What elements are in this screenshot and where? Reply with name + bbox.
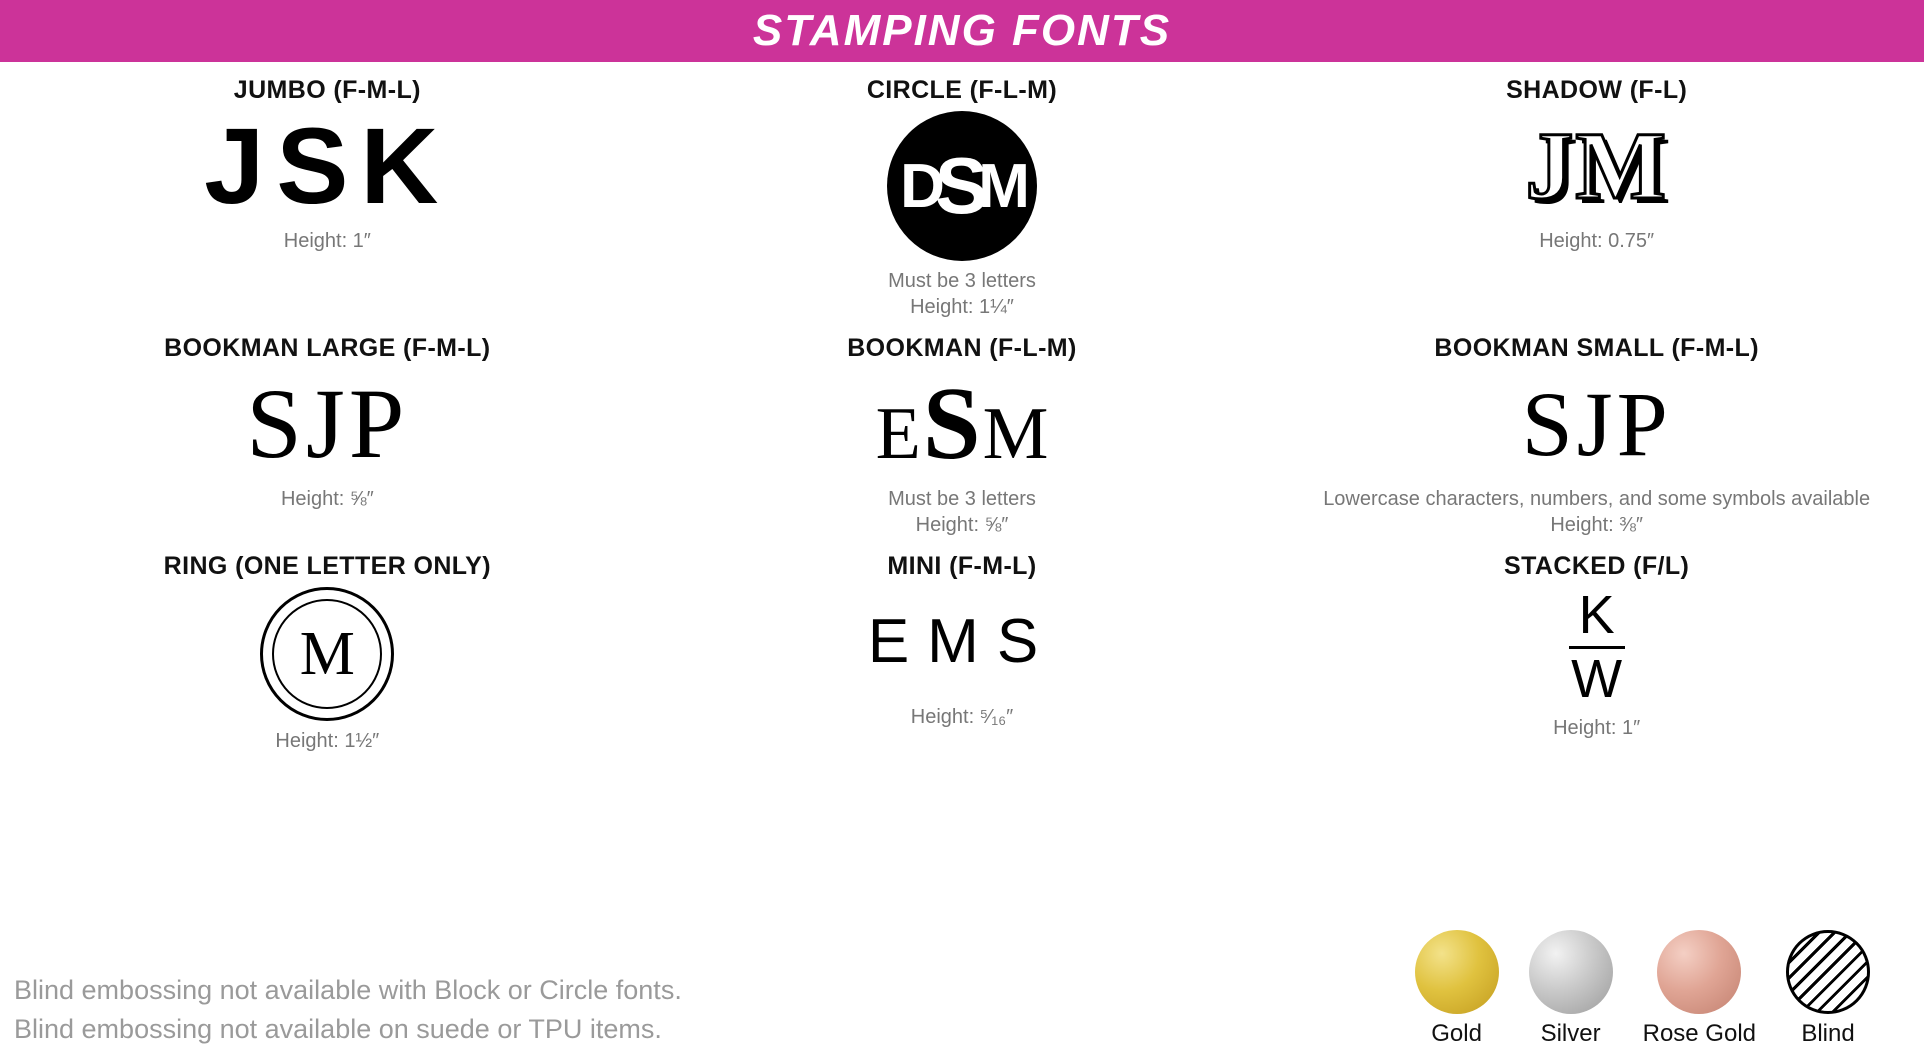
- font-notes: [18, 229, 637, 255]
- note-line: Height: 0.75″: [1539, 230, 1655, 252]
- sample-letter-top: K: [1569, 587, 1625, 649]
- font-card-bookman-large: [10, 320, 645, 538]
- blind-swatch-icon: [1786, 930, 1870, 1014]
- note-line: Must be 3 letters: [888, 270, 1036, 292]
- sample-text: SJP: [246, 368, 409, 480]
- swatch-label: Silver: [1540, 1020, 1601, 1047]
- font-card-stacked: [1279, 538, 1914, 755]
- sample-text: [875, 366, 1049, 482]
- rose-gold-swatch-icon: [1657, 930, 1741, 1014]
- sample-text: JM: [1525, 112, 1668, 219]
- page-title: STAMPING FONTS: [752, 6, 1172, 55]
- font-sample-bookman-small: [1287, 369, 1906, 479]
- swatch-silver: [1529, 930, 1613, 1048]
- sample-letter-right: M: [982, 393, 1049, 476]
- note-line: Lowercase characters, numbers, and some symbols available: [1323, 488, 1871, 511]
- font-title: CIRCLE (F-L-M): [866, 76, 1058, 104]
- font-card-circle: [645, 62, 1280, 320]
- font-sample-shadow: [1287, 111, 1906, 221]
- font-card-bookman: [645, 320, 1280, 538]
- page-footer: [0, 930, 1924, 1060]
- font-notes: [1287, 487, 1906, 538]
- swatch-label: Gold: [1431, 1020, 1482, 1047]
- ring-monogram: [260, 587, 394, 721]
- swatch-rose-gold: [1643, 930, 1756, 1048]
- font-card-jumbo: [10, 62, 645, 320]
- sample-text: JSK: [204, 105, 451, 226]
- font-sample-bookman: [653, 366, 1272, 482]
- note-line: Height: 1″: [283, 230, 371, 252]
- font-title: JUMBO (F-M-L): [233, 76, 421, 104]
- silver-swatch-icon: [1529, 930, 1613, 1014]
- font-title: BOOKMAN LARGE (F-M-L): [164, 334, 491, 363]
- font-sample-ring: [18, 587, 637, 721]
- note-line: Must be 3 letters: [888, 488, 1036, 511]
- swatch-gold: [1415, 930, 1499, 1048]
- disclaimer-line: Blind embossing not available on suede or TPU items.: [14, 1013, 662, 1044]
- circle-monogram: [887, 111, 1037, 261]
- font-sample-bookman-large: [18, 369, 637, 479]
- sample-letter-bottom: W: [1571, 649, 1623, 710]
- note-line: Height: ⅝″: [915, 513, 1009, 536]
- font-title: SHADOW (F-L): [1506, 76, 1688, 104]
- font-card-bookman-small: [1279, 320, 1914, 538]
- font-notes: [18, 487, 637, 513]
- font-title: MINI (F-M-L): [887, 552, 1037, 581]
- sample-letter-right: M: [978, 151, 1024, 221]
- font-notes: [18, 729, 637, 755]
- font-sample-mini: [653, 587, 1272, 697]
- font-sample-jumbo: [18, 105, 637, 226]
- color-swatches: [1415, 930, 1910, 1048]
- font-sample-stacked: [1287, 585, 1906, 710]
- font-card-mini: [645, 538, 1280, 755]
- note-line: Height: 1″: [1553, 716, 1641, 739]
- font-notes: [653, 269, 1272, 320]
- sample-letter-left: D: [900, 151, 939, 221]
- note-line: Height: ⁵⁄₁₆″: [910, 706, 1014, 729]
- font-notes: [653, 487, 1272, 538]
- note-line: Height: ⅜″: [1550, 513, 1643, 536]
- swatch-blind: [1786, 930, 1870, 1048]
- swatch-label: Rose Gold: [1642, 1020, 1756, 1047]
- font-notes: [1287, 716, 1906, 742]
- font-card-shadow: [1279, 62, 1914, 320]
- sample-letter-mid: S: [934, 141, 983, 230]
- sample-text: M: [299, 620, 355, 689]
- font-card-ring: [10, 538, 645, 755]
- disclaimer-line: Blind embossing not available with Block or Circle fonts.: [14, 975, 682, 1006]
- font-title: BOOKMAN SMALL (F-M-L): [1434, 334, 1759, 363]
- sample-text: SJP: [1521, 373, 1672, 476]
- font-notes: [1287, 229, 1906, 255]
- note-line: Height: 1½″: [275, 730, 380, 753]
- note-line: Height: 1¼″: [910, 295, 1014, 318]
- font-title: RING (ONE LETTER ONLY): [163, 552, 491, 581]
- disclaimer-text: [14, 971, 682, 1048]
- sample-letter-mid: S: [922, 366, 981, 482]
- stacked-monogram: [1569, 585, 1625, 710]
- font-title: BOOKMAN (F-L-M): [847, 334, 1077, 363]
- font-title: STACKED (F/L): [1504, 552, 1690, 581]
- font-grid: [0, 62, 1924, 755]
- font-sample-circle: [653, 111, 1272, 261]
- font-notes: [653, 705, 1272, 731]
- sample-text: EMS: [867, 607, 1057, 677]
- gold-swatch-icon: [1415, 930, 1499, 1014]
- page-header-banner: [0, 0, 1924, 62]
- sample-letter-left: E: [875, 393, 921, 476]
- note-line: Height: ⅝″: [280, 488, 374, 511]
- swatch-label: Blind: [1801, 1020, 1855, 1047]
